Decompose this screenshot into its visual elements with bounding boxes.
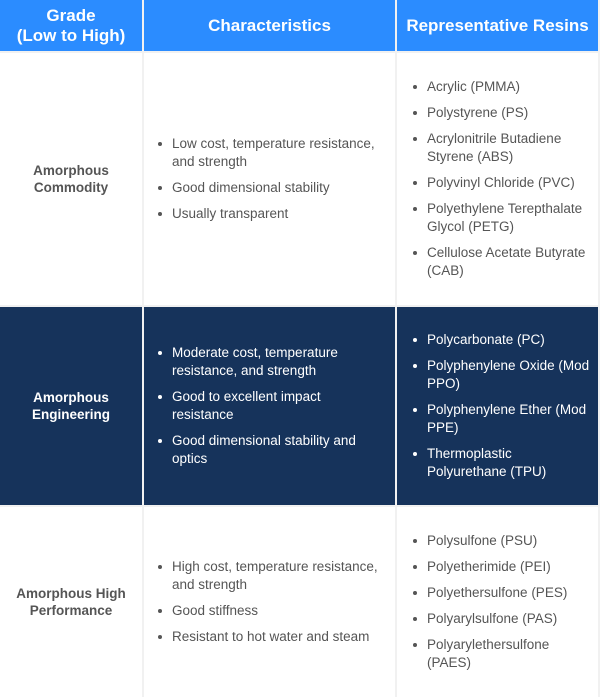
list-item: Acrylic (PMMA): [427, 78, 592, 96]
grade-label-line1: Amorphous: [33, 390, 109, 405]
resins-list: [397, 70, 598, 288]
grade-cell-high-performance: [0, 507, 142, 697]
list-item: Polyethersulfone (PES): [427, 584, 592, 602]
list-item: Low cost, temperature resistance, and strength: [172, 135, 381, 171]
header-characteristics: Characteristics: [144, 0, 395, 51]
list-item: Polysulfone (PSU): [427, 532, 592, 550]
list-item: Polyphenylene Ether (Mod PPE): [427, 401, 592, 437]
list-item: Polyethylene Terepthalate Glycol (PETG): [427, 200, 592, 236]
resins-cell-engineering: [397, 307, 598, 505]
grade-cell-engineering: [0, 307, 142, 505]
list-item: Thermoplastic Polyurethane (TPU): [427, 445, 592, 481]
list-item: Moderate cost, temperature resistance, and strength: [172, 344, 381, 380]
grade-label-line2: Commodity: [33, 180, 109, 195]
list-item: Polyvinyl Chloride (PVC): [427, 174, 592, 192]
characteristics-list: [144, 127, 395, 231]
resins-list: [397, 323, 598, 489]
list-item: Resistant to hot water and steam: [172, 628, 381, 646]
header-grade: [0, 0, 142, 51]
header-grade-line1: Grade: [46, 5, 96, 25]
list-item: Acrylonitrile Butadiene Styrene (ABS): [427, 130, 592, 166]
header-resins: Representative Resins: [397, 0, 598, 51]
grade-label-line2: Performance: [29, 603, 113, 618]
list-item: Polyarylsulfone (PAS): [427, 610, 592, 628]
list-item: Polyarylethersulfone (PAES): [427, 636, 592, 672]
grade-label-line1: Amorphous High: [16, 586, 126, 601]
resins-cell-commodity: [397, 53, 598, 305]
list-item: Good dimensional stability and optics: [172, 432, 381, 468]
header-grade-line2: (Low to High): [16, 25, 126, 45]
grade-label-line2: Engineering: [31, 407, 110, 422]
list-item: Polyetherimide (PEI): [427, 558, 592, 576]
characteristics-cell-high-performance: [144, 507, 395, 697]
list-item: Polycarbonate (PC): [427, 331, 592, 349]
list-item: Good dimensional stability: [172, 179, 381, 197]
resins-cell-high-performance: [397, 507, 598, 697]
list-item: Good to excellent impact resistance: [172, 388, 381, 424]
grade-cell-commodity: [0, 53, 142, 305]
grade-label-line1: Amorphous: [33, 163, 109, 178]
list-item: Polyphenylene Oxide (Mod PPO): [427, 357, 592, 393]
list-item: Polystyrene (PS): [427, 104, 592, 122]
characteristics-list: [144, 336, 395, 476]
characteristics-list: [144, 550, 395, 654]
characteristics-cell-engineering: [144, 307, 395, 505]
list-item: Usually transparent: [172, 205, 381, 223]
list-item: High cost, temperature resistance, and strength: [172, 558, 381, 594]
resins-list: [397, 524, 598, 680]
list-item: Good stiffness: [172, 602, 381, 620]
list-item: Cellulose Acetate Butyrate (CAB): [427, 244, 592, 280]
characteristics-cell-commodity: [144, 53, 395, 305]
